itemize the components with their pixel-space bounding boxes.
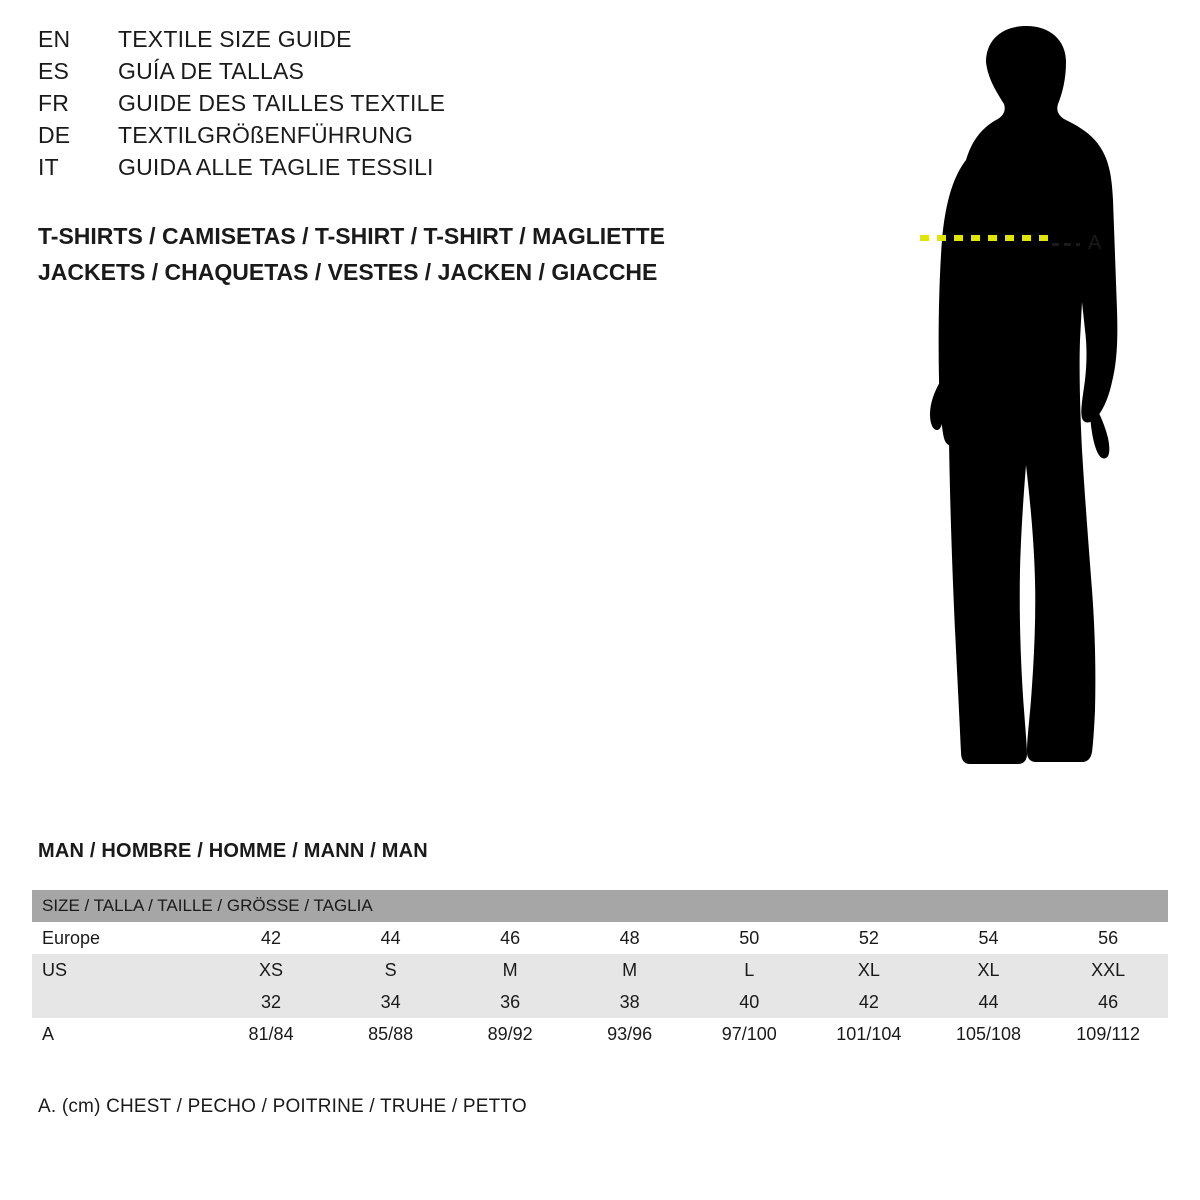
measure-label-a: A <box>1088 232 1102 254</box>
table-cell: 101/104 <box>809 1018 929 1050</box>
language-code: IT <box>38 154 59 180</box>
table-cell: 109/112 <box>1048 1018 1168 1050</box>
table-cell: 38 <box>570 986 690 1018</box>
table-cell: 42 <box>809 986 929 1018</box>
language-row <box>38 90 758 122</box>
language-code: ES <box>38 58 70 84</box>
table-header-row <box>32 890 1168 922</box>
table-cell: M <box>450 954 570 986</box>
table-row <box>32 986 1168 1018</box>
table-group-title: MAN / HOMBRE / HOMME / MANN / MAN <box>38 840 428 862</box>
language-header-block <box>38 26 758 186</box>
size-table <box>32 890 1168 1050</box>
language-code: DE <box>38 122 71 148</box>
language-row <box>38 26 758 58</box>
table-cell: 50 <box>689 922 809 954</box>
category-jackets: JACKETS / CHAQUETAS / VESTES / JACKEN / GIACCHE <box>38 259 658 285</box>
table-cell: M <box>570 954 690 986</box>
measurement-footnote: A. (cm) CHEST / PECHO / POITRINE / TRUHE / PETTO <box>38 1096 527 1117</box>
table-cell: 89/92 <box>450 1018 570 1050</box>
table-row <box>32 954 1168 986</box>
row-label: Europe <box>32 922 211 954</box>
man-silhouette-icon <box>790 10 1190 800</box>
language-title: GUIDE DES TAILLES TEXTILE <box>118 90 446 116</box>
table-cell: 56 <box>1048 922 1168 954</box>
table-cell: 81/84 <box>211 1018 331 1050</box>
table-cell: 42 <box>211 922 331 954</box>
language-row <box>38 154 758 186</box>
table-cell: XL <box>929 954 1049 986</box>
row-label: A <box>32 1018 211 1050</box>
table-cell: 46 <box>450 922 570 954</box>
language-title: GUÍA DE TALLAS <box>118 58 305 84</box>
language-title: TEXTILE SIZE GUIDE <box>118 26 352 52</box>
category-tshirts: T-SHIRTS / CAMISETAS / T-SHIRT / T-SHIRT / MAGLIETTE <box>38 223 665 249</box>
table-cell: 34 <box>331 986 451 1018</box>
table-cell: 44 <box>929 986 1049 1018</box>
table-cell: 48 <box>570 922 690 954</box>
category-block <box>38 218 798 290</box>
table-row <box>32 922 1168 954</box>
language-title: GUIDA ALLE TAGLIE TESSILI <box>118 154 434 180</box>
table-header-label: SIZE / TALLA / TAILLE / GRÖSSE / TAGLIA <box>32 890 1168 922</box>
row-label <box>32 986 211 1018</box>
table-cell: 85/88 <box>331 1018 451 1050</box>
table-cell: 44 <box>331 922 451 954</box>
language-code: FR <box>38 90 70 116</box>
measure-leader-dashes <box>1052 243 1080 246</box>
table-cell: 46 <box>1048 986 1168 1018</box>
table-cell: 36 <box>450 986 570 1018</box>
table-cell: S <box>331 954 451 986</box>
language-row <box>38 122 758 154</box>
table-cell: 93/96 <box>570 1018 690 1050</box>
table-cell: L <box>689 954 809 986</box>
table-cell: XXL <box>1048 954 1168 986</box>
table-cell: 54 <box>929 922 1049 954</box>
language-code: EN <box>38 26 71 52</box>
table-cell: 40 <box>689 986 809 1018</box>
table-cell: XL <box>809 954 929 986</box>
table-cell: XS <box>211 954 331 986</box>
table-cell: 97/100 <box>689 1018 809 1050</box>
table-cell: 105/108 <box>929 1018 1049 1050</box>
language-title: TEXTILGRÖßENFÜHRUNG <box>118 122 414 148</box>
language-row <box>38 58 758 90</box>
table-cell: 52 <box>809 922 929 954</box>
body-figure <box>790 10 1190 800</box>
table-row <box>32 1018 1168 1050</box>
table-cell: 32 <box>211 986 331 1018</box>
row-label: US <box>32 954 211 986</box>
